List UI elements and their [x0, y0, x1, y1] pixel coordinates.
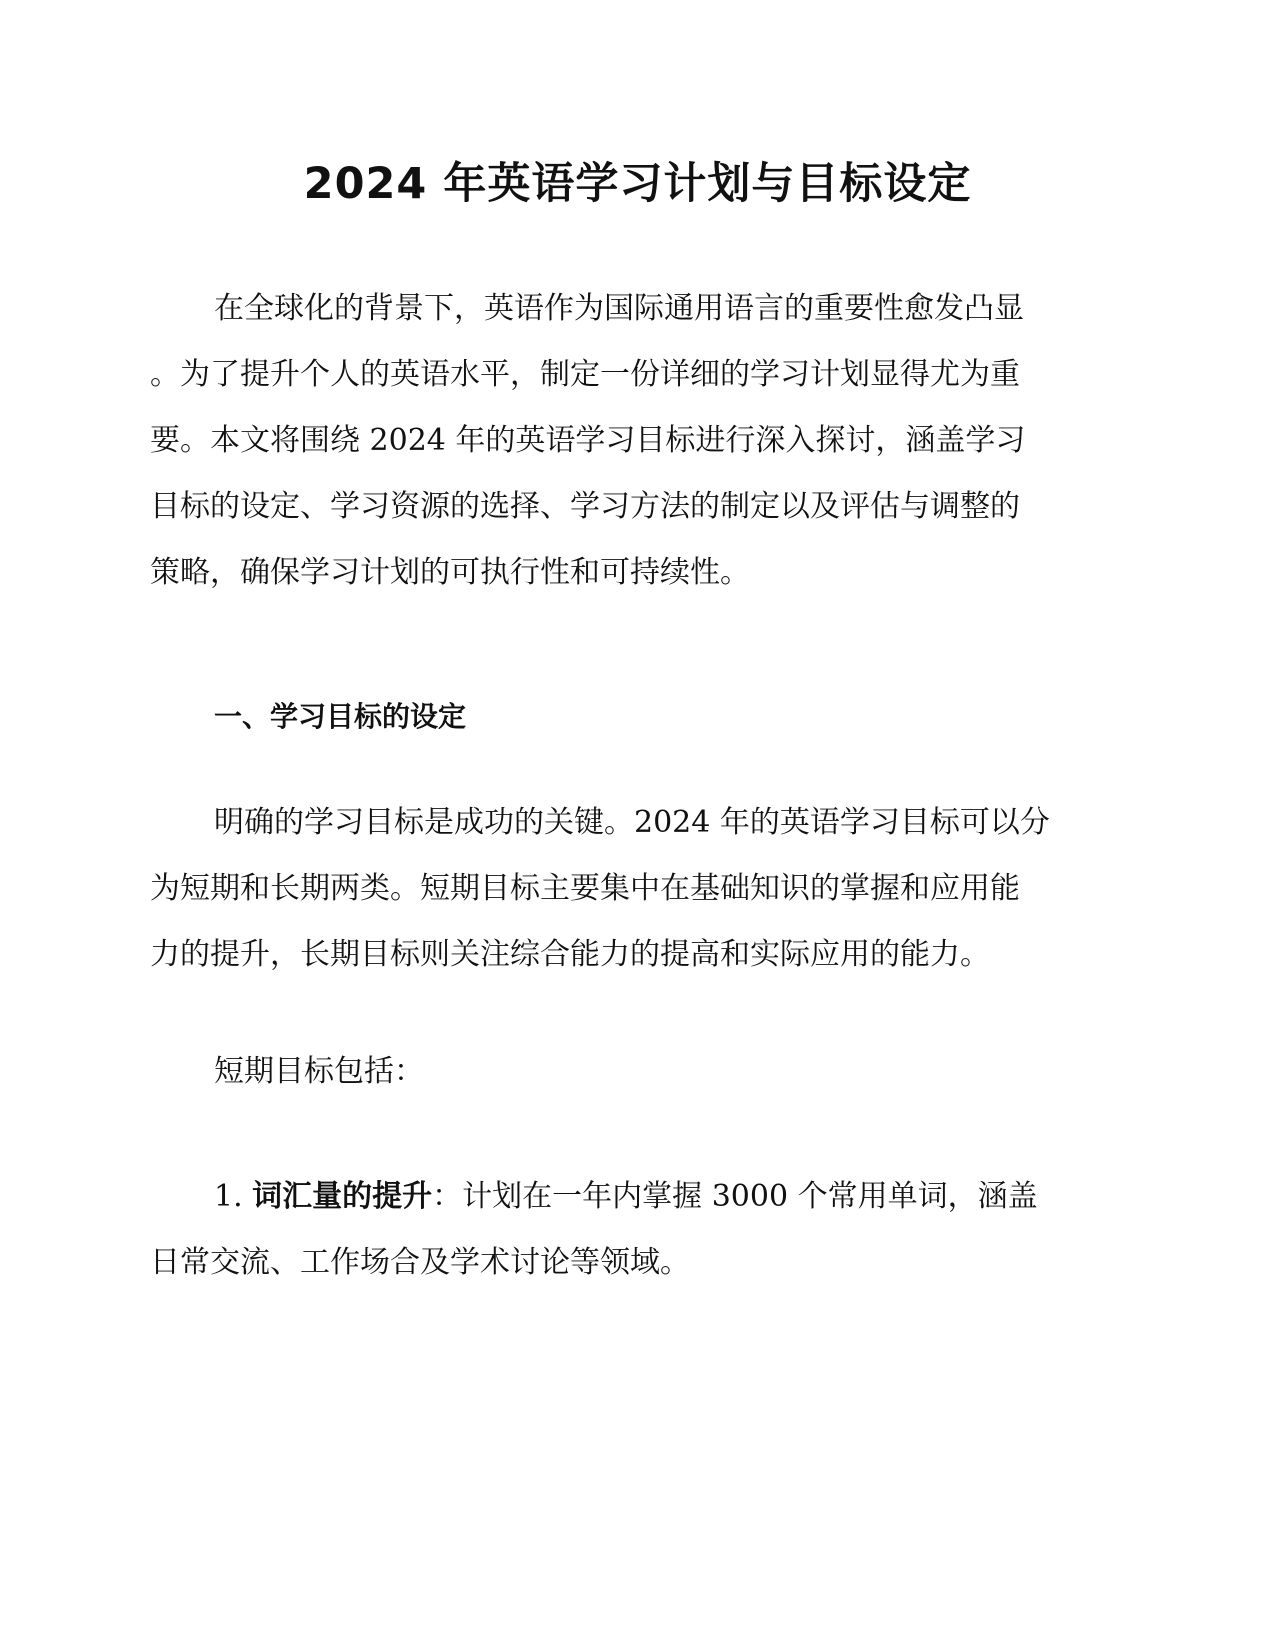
- list-item-number: 1.: [214, 1179, 253, 1214]
- intro-line: 目标的设定、学习资源的选择、学习方法的制定以及评估与调整的: [150, 489, 1020, 524]
- goals-paragraph: [150, 790, 1125, 988]
- list-item-1: [150, 1164, 1125, 1296]
- intro-line: 策略，确保学习计划的可执行性和可持续性。: [150, 555, 750, 590]
- short-term-label-paragraph: [150, 1039, 1125, 1105]
- section-heading: 一、学习目标的设定: [214, 700, 467, 733]
- short-term-label: 短期目标包括：: [214, 1054, 424, 1089]
- document-title: 2024 年英语学习计划与目标设定: [303, 159, 972, 209]
- list-item-text: ：计划在一年内掌握 3000 个常用单词，涵盖: [432, 1179, 1038, 1214]
- intro-paragraph: [150, 276, 1125, 606]
- list-item-1-line-2: 日常交流、工作场合及学术讨论等领域。: [150, 1245, 690, 1280]
- list-item-1-line-1: [150, 1164, 1125, 1230]
- list-item-bold-term: 词汇量的提升: [252, 1179, 433, 1214]
- intro-line: 在全球化的背景下，英语作为国际通用语言的重要性愈发凸显: [214, 291, 1024, 326]
- intro-line: 要。本文将围绕 2024 年的英语学习目标进行深入探讨，涵盖学习: [150, 423, 1026, 458]
- intro-line: 。为了提升个人的英语水平，制定一份详细的学习计划显得尤为重: [150, 357, 1020, 392]
- goals-line: 明确的学习目标是成功的关键。2024 年的英语学习目标可以分: [214, 805, 1050, 840]
- goals-line: 力的提升，长期目标则关注综合能力的提高和实际应用的能力。: [150, 937, 990, 972]
- goals-line: 为短期和长期两类。短期目标主要集中在基础知识的掌握和应用能: [150, 871, 1020, 906]
